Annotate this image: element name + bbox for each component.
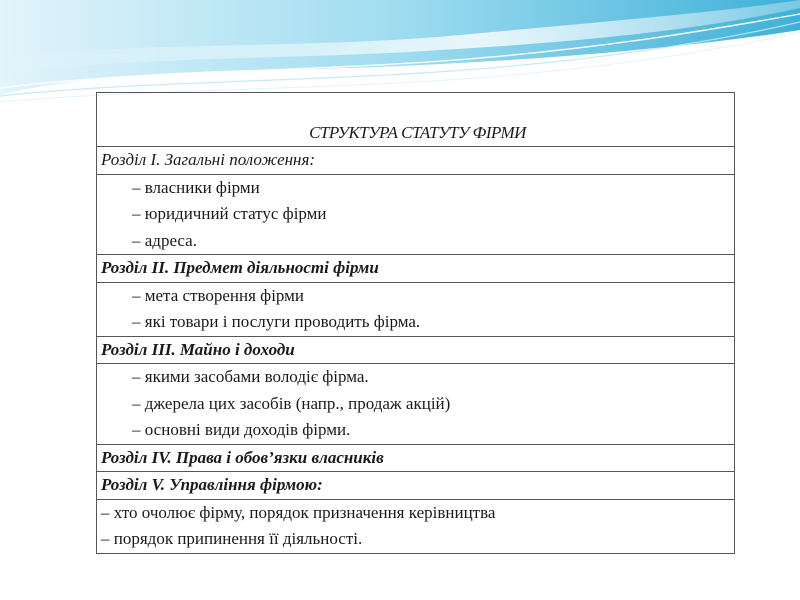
list-item: – хто очолює фірму, порядок призначення керівництва <box>101 502 496 522</box>
charter-structure-table <box>96 92 735 554</box>
section-heading-4: Розділ IV. Права і обов’язки власників <box>97 444 735 472</box>
list-item: – якими засобами володіє фірма. <box>132 367 369 386</box>
section-heading-3: Розділ III. Майно і доходи <box>97 336 735 364</box>
section-items-3 <box>97 364 735 445</box>
section-items-5 <box>97 499 735 553</box>
list-item: – джерела цих засобів (напр., продаж акцій) <box>132 393 451 413</box>
list-item: – власники фірми <box>132 177 260 197</box>
list-item: – які товари і послуги проводить фірма. <box>132 312 421 331</box>
title-row <box>97 93 735 147</box>
section-heading-1: Розділ I. Загальні положення: <box>97 147 735 175</box>
section-items-1 <box>97 174 735 255</box>
section-heading-row <box>97 147 735 175</box>
section-items-2 <box>97 282 735 336</box>
table-title: СТРУКТУРА СТАТУТУ ФІРМИ <box>309 122 526 142</box>
section-items-row <box>97 364 735 445</box>
section-heading-row <box>97 255 735 283</box>
section-items-row <box>97 499 735 553</box>
section-items-row <box>97 282 735 336</box>
section-heading-row <box>97 336 735 364</box>
list-item: – мета створення фірми <box>132 285 305 305</box>
section-heading-row <box>97 472 735 500</box>
section-heading-2: Розділ II. Предмет діяльності фірми <box>97 255 735 283</box>
section-heading-5: Розділ V. Управління фірмою: <box>97 472 735 500</box>
list-item: – порядок припинення її діяльності. <box>101 529 363 548</box>
list-item: – основні види доходів фірми. <box>132 420 351 439</box>
table-title-cell <box>97 93 735 147</box>
list-item: – юридичний статус фірми <box>132 204 327 223</box>
section-heading-row <box>97 444 735 472</box>
section-items-row <box>97 174 735 255</box>
list-item: – адреса. <box>132 230 197 250</box>
